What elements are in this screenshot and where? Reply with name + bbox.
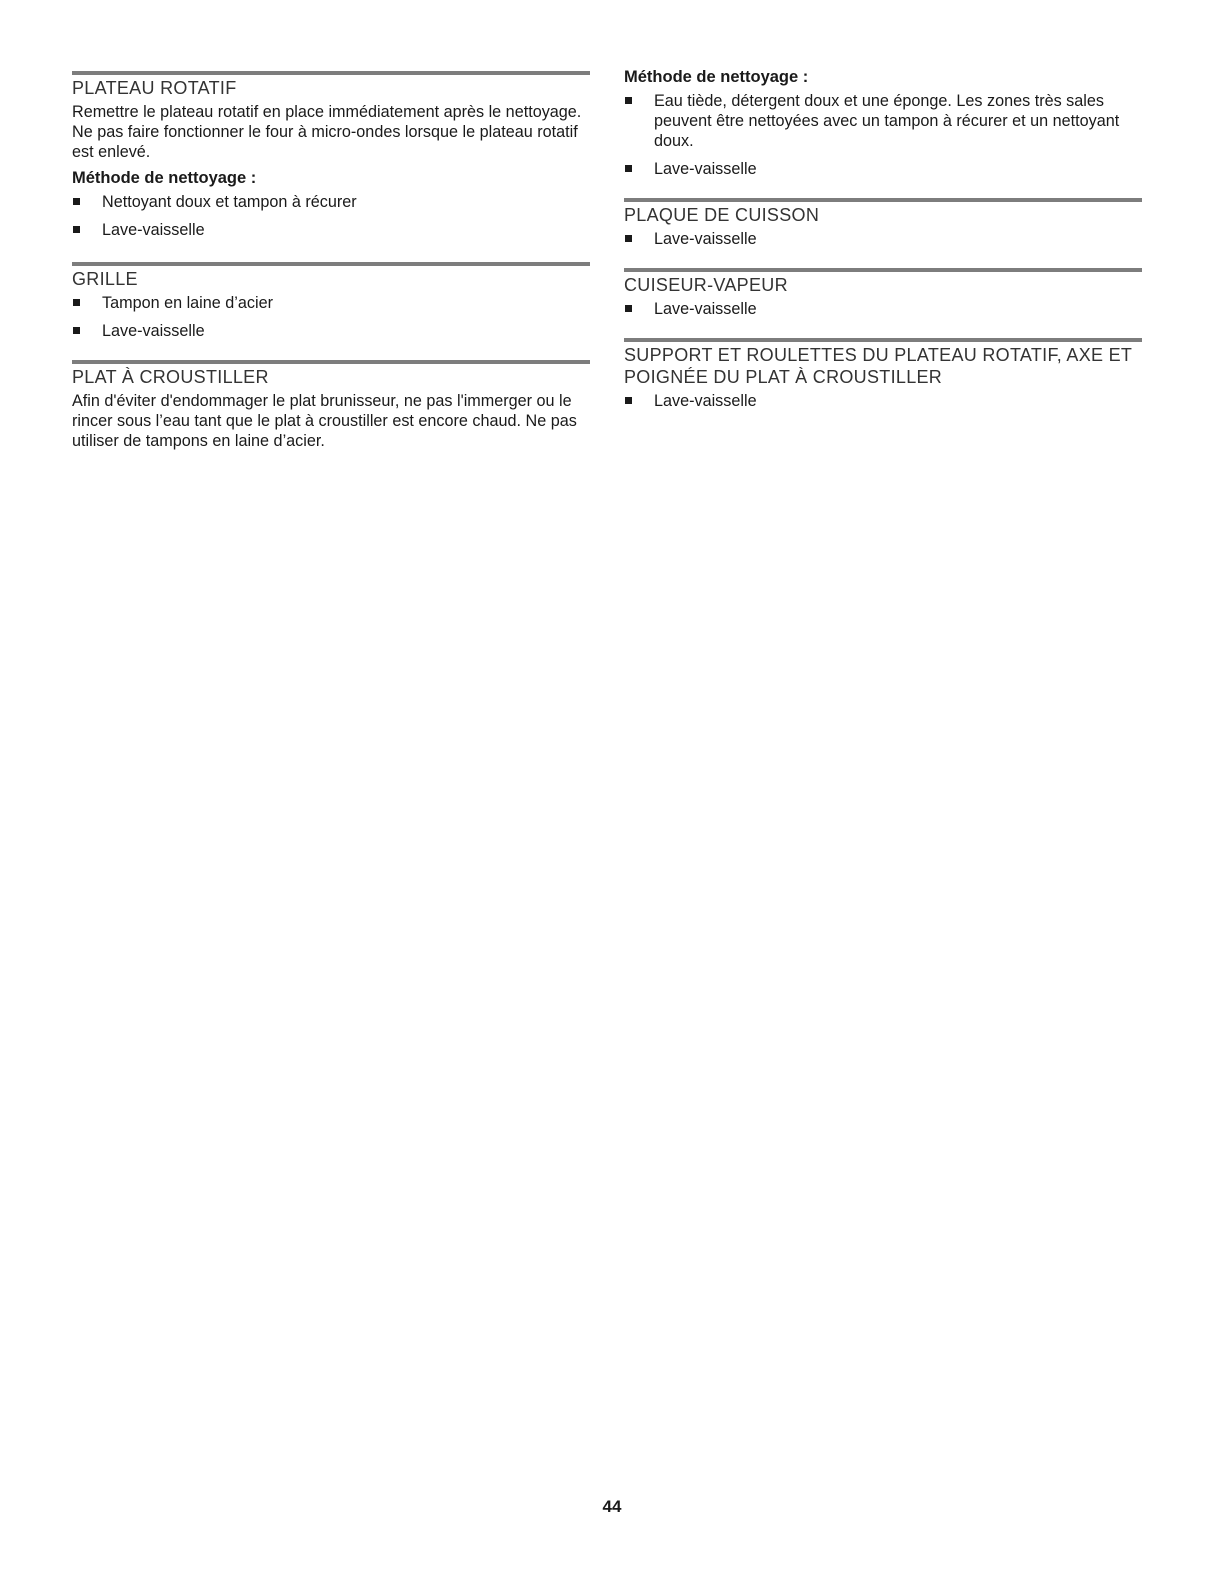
bullet-list [72, 192, 590, 240]
section-paragraph: Remettre le plateau rotatif en place immédiatement après le nettoyage. Ne pas faire fonctionner le four à micro-ondes lorsque le plateau rotatif est enlevé. [72, 103, 582, 161]
page-number: 44 [602, 1497, 622, 1516]
section-cuiseur-vapeur [624, 268, 1142, 327]
list-item-text: Tampon en laine d’acier [102, 294, 273, 312]
section-divider [624, 338, 1142, 342]
bullet-square-icon [73, 198, 80, 205]
bullet-list [624, 299, 1142, 319]
list-item [72, 192, 590, 212]
bullet-list [624, 91, 1142, 179]
list-item-text: Lave-vaisselle [654, 300, 757, 318]
bullet-list [72, 293, 590, 341]
list-item [72, 293, 590, 313]
section-heading: GRILLE [72, 269, 138, 289]
list-item-text: Lave-vaisselle [102, 322, 205, 340]
bullet-square-icon [625, 97, 632, 104]
section-plat-a-croustiller [72, 360, 590, 451]
section-divider [72, 71, 590, 75]
bullet-square-icon [625, 235, 632, 242]
list-item [72, 220, 590, 240]
section-heading: SUPPORT ET ROULETTES DU PLATEAU ROTATIF, AXE ET POIGNÉE DU PLAT À CROUSTILLER [624, 345, 1132, 387]
section-grille [72, 262, 590, 349]
section-heading: PLAQUE DE CUISSON [624, 205, 820, 225]
bullet-square-icon [73, 327, 80, 334]
list-item [72, 321, 590, 341]
list-item-text: Lave-vaisselle [654, 392, 757, 410]
section-paragraph: Afin d'éviter d'endommager le plat brunisseur, ne pas l'immerger ou le rincer sous l’eau tant que le plat à croustiller est encore chaud. Ne pas utiliser de tampons en laine d’acier. [72, 392, 577, 450]
section-divider [624, 268, 1142, 272]
list-item [624, 229, 1142, 249]
section-plateau-rotatif [72, 71, 590, 248]
section-heading: CUISEUR-VAPEUR [624, 275, 788, 295]
bullet-list [624, 391, 1142, 411]
method-label: Méthode de nettoyage : [72, 169, 257, 187]
section-divider [624, 198, 1142, 202]
bullet-square-icon [625, 397, 632, 404]
section-divider [72, 360, 590, 364]
section-plat-method [624, 67, 1142, 187]
bullet-square-icon [73, 226, 80, 233]
section-support-roulettes [624, 338, 1142, 419]
list-item [624, 391, 1142, 411]
section-heading: PLATEAU ROTATIF [72, 78, 237, 98]
bullet-list [624, 229, 1142, 249]
list-item [624, 159, 1142, 179]
list-item [624, 299, 1142, 319]
list-item [624, 91, 1142, 151]
section-heading: PLAT À CROUSTILLER [72, 367, 269, 387]
list-item-text: Lave-vaisselle [654, 230, 757, 248]
list-item-text: Eau tiède, détergent doux et une éponge. Les zones très sales peuvent être nettoyées avec un tampon à récurer et un nettoyant doux. [654, 92, 1120, 150]
bullet-square-icon [625, 165, 632, 172]
bullet-square-icon [73, 299, 80, 306]
section-divider [72, 262, 590, 266]
list-item-text: Lave-vaisselle [102, 221, 205, 239]
list-item-text: Nettoyant doux et tampon à récurer [102, 193, 357, 211]
list-item-text: Lave-vaisselle [654, 160, 757, 178]
bullet-square-icon [625, 305, 632, 312]
method-label: Méthode de nettoyage : [624, 68, 809, 86]
section-plaque-de-cuisson [624, 198, 1142, 257]
